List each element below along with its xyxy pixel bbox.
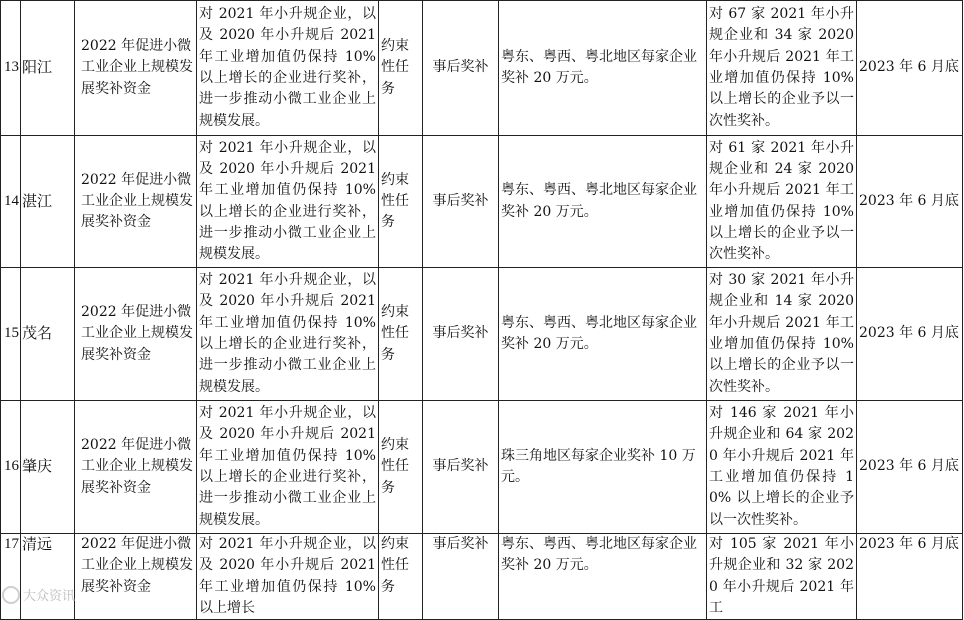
support-mode: 事后奖补 (423, 534, 499, 620)
deadline: 2023 年 6 月底 (857, 401, 963, 534)
task-type: 约束性任务 (379, 401, 423, 534)
task-type: 约束性任务 (379, 136, 423, 268)
project-name: 2022 年促进小微工业企业上规模发展奖补资金 (75, 534, 197, 620)
table-row (1, 1, 963, 136)
project-content: 对 2021 年小升规企业，以及 2020 年小升规后 2021 年工业增加值仍保持 10% 以上增长的企业进行奖补，进一步推动小微工业企业上规模发展。 (197, 1, 379, 136)
subsidy-standard: 粤东、粤西、粤北地区每家企业奖补 20 万元。 (499, 136, 707, 268)
deadline: 2023 年 6 月底 (857, 1, 963, 136)
table-row (1, 534, 963, 620)
support-scale: 对 146 家 2021 年小升规企业和 64 家 2020 年小升规后 2021 年工业增加值仍保持 10% 以上增长的企业予以一次性奖补。 (707, 401, 857, 534)
support-mode: 事后奖补 (423, 268, 499, 401)
project-content: 对 2021 年小升规企业，以及 2020 年小升规后 2021 年工业增加值仍保持 10% 以上增长的企业进行奖补，进一步推动小微工业企业上规模发展。 (197, 268, 379, 401)
row-number: 14 (1, 136, 21, 268)
subsidy-standard: 珠三角地区每家企业奖补 10 万元。 (499, 401, 707, 534)
project-content: 对 2021 年小升规企业，以及 2020 年小升规后 2021 年工业增加值仍保持 10% 以上增长的企业进行奖补，进一步推动小微工业企业上规模发展。 (197, 136, 379, 268)
row-number: 17 (1, 534, 21, 620)
project-name: 2022 年促进小微工业企业上规模发展奖补资金 (75, 136, 197, 268)
project-name: 2022 年促进小微工业企业上规模发展奖补资金 (75, 401, 197, 534)
subsidy-standard: 粤东、粤西、粤北地区每家企业奖补 20 万元。 (499, 1, 707, 136)
city-name: 茂名 (21, 268, 75, 401)
project-name: 2022 年促进小微工业企业上规模发展奖补资金 (75, 268, 197, 401)
project-content: 对 2021 年小升规企业，以及 2020 年小升规后 2021 年工业增加值仍保持 10% 以上增长 (197, 534, 379, 620)
task-type: 约束性任务 (379, 1, 423, 136)
support-scale: 对 105 家 2021 年小升规企业和 32 家 2020 年小升规后 2021 年工 (707, 534, 857, 620)
subsidy-standard: 粤东、粤西、粤北地区每家企业奖补 20 万元。 (499, 534, 707, 620)
deadline: 2023 年 6 月底 (857, 136, 963, 268)
city-name: 肇庆 (21, 401, 75, 534)
task-type: 约束性任务 (379, 268, 423, 401)
deadline: 2023 年 6 月底 (857, 534, 963, 620)
deadline: 2023 年 6 月底 (857, 268, 963, 401)
table-row (1, 401, 963, 534)
project-content: 对 2021 年小升规企业，以及 2020 年小升规后 2021 年工业增加值仍保持 10% 以上增长的企业进行奖补，进一步推动小微工业企业上规模发展。 (197, 401, 379, 534)
city-name: 湛江 (21, 136, 75, 268)
task-type: 约束性任务 (379, 534, 423, 620)
watermark-text: 大众资讯 (23, 589, 76, 604)
support-mode: 事后奖补 (423, 401, 499, 534)
row-number: 15 (1, 268, 21, 401)
table-row (1, 136, 963, 268)
support-mode: 事后奖补 (423, 1, 499, 136)
table-row (1, 268, 963, 401)
city-name: 清远 (21, 534, 75, 620)
support-scale: 对 67 家 2021 年小升规企业和 34 家 2020 年小升规后 2021 年工业增加值仍保持 10% 以上增长的企业予以一次性奖补。 (707, 1, 857, 136)
support-scale: 对 30 家 2021 年小升规企业和 14 家 2020 年小升规后 2021 年工业增加值仍保持 10% 以上增长的企业予以一次性奖补。 (707, 268, 857, 401)
support-mode: 事后奖补 (423, 136, 499, 268)
project-name: 2022 年促进小微工业企业上规模发展奖补资金 (75, 1, 197, 136)
support-scale: 对 61 家 2021 年小升规企业和 24 家 2020 年小升规后 2021 年工业增加值仍保持 10% 以上增长的企业予以一次性奖补。 (707, 136, 857, 268)
row-number: 16 (1, 401, 21, 534)
row-number: 13 (1, 1, 21, 136)
subsidy-standard: 粤东、粤西、粤北地区每家企业奖补 20 万元。 (499, 268, 707, 401)
city-name: 阳江 (21, 1, 75, 136)
